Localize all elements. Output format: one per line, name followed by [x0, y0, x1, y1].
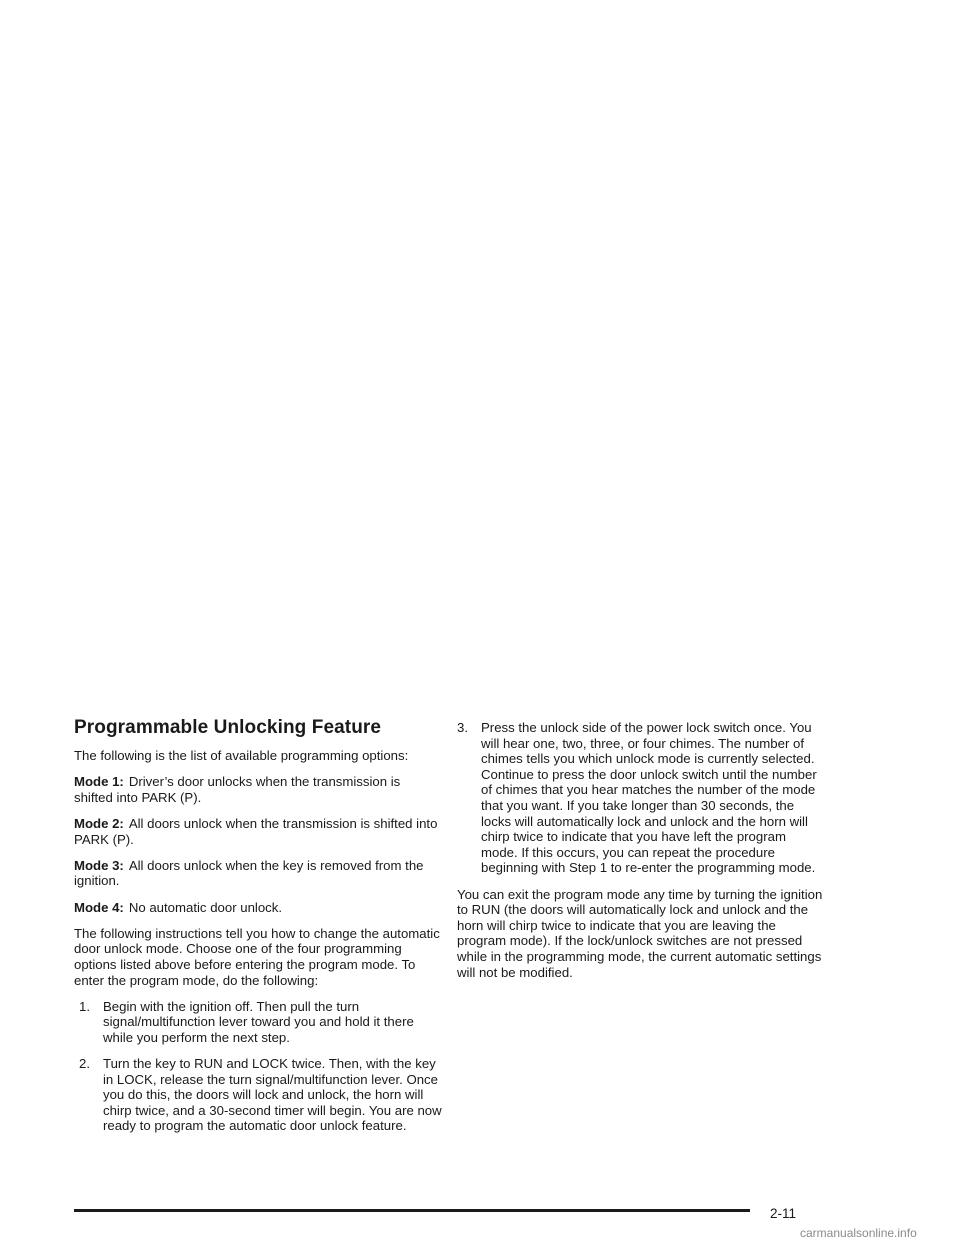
step-3-number: 3. [457, 720, 468, 735]
step-2-number: 2. [79, 1056, 90, 1072]
step-3 [457, 720, 825, 876]
footer-rule [74, 1209, 750, 1212]
page-number: 2-11 [770, 1206, 797, 1221]
mode-4-item [74, 900, 442, 916]
step-1-number: 1. [79, 998, 90, 1014]
mode-3-item [74, 858, 442, 889]
section-heading: Programmable Unlocking Feature [74, 717, 382, 738]
step-3-text: Press the unlock side of the power lock switch once. You will hear one, two, three, or four chimes. The number of chimes tells you which unlock mode is currently selected. Continue to press the door unlock switch until the number of chimes that you hear matches the number of the mode that you want. If you take longer than 30 seconds, the locks will automatically lock and unlock and the horn will chirp twice to indicate that you have left the program mode. If this occurs, you can repeat the procedure beginning with Step 1 to re-enter the programming mode. [481, 720, 817, 876]
document-content [74, 717, 824, 1177]
mode-3-label: Mode 3: [74, 857, 124, 873]
left-column [74, 748, 442, 1145]
mode-2-text: All doors unlock when the transmission is shifted into PARK (P). [74, 815, 438, 847]
step-2 [79, 1056, 442, 1134]
right-column [457, 720, 825, 991]
mode-3-text: All doors unlock when the key is removed from the ignition. [74, 857, 424, 889]
mode-2-label: Mode 2: [74, 815, 124, 831]
mode-4-text: No automatic door unlock. [128, 899, 283, 915]
instructions-intro: The following instructions tell you how to change the automatic door unlock mode. Choose one of the four programming options listed above before entering the program mode. To enter the program mode, do the following: [74, 925, 440, 988]
mode-1-text: Driver’s door unlocks when the transmission is shifted into PARK (P). [74, 774, 401, 805]
step-2-text: Turn the key to RUN and LOCK twice. Then, with the key in LOCK, release the turn signal/multifunction lever. Once you do this, the doors will lock and unlock, the horn will chirp twice, and a 30-second timer will begin. You are now ready to program the automatic door unlock feature. [103, 1056, 442, 1134]
step-1-text: Begin with the ignition off. Then pull the turn signal/multifunction lever toward you and hold it there while you perform the next step. [103, 998, 414, 1045]
exit-paragraph: You can exit the program mode any time by turning the ignition to RUN (the doors will automatically lock and unlock and the horn will chirp twice to indicate that you are leaving the program mode). If the lock/unlock switches are not pressed while in the programming mode, the current automatic settings will not be modified. [457, 886, 823, 980]
mode-2-item [74, 816, 442, 847]
mode-1-item [74, 774, 442, 805]
mode-4-label: Mode 4: [74, 899, 124, 915]
mode-1-label: Mode 1: [74, 774, 124, 790]
intro-paragraph: The following is the list of available programming options: [74, 748, 409, 763]
watermark-text: carmanualsonline.info [800, 1226, 917, 1240]
step-1 [79, 999, 442, 1046]
